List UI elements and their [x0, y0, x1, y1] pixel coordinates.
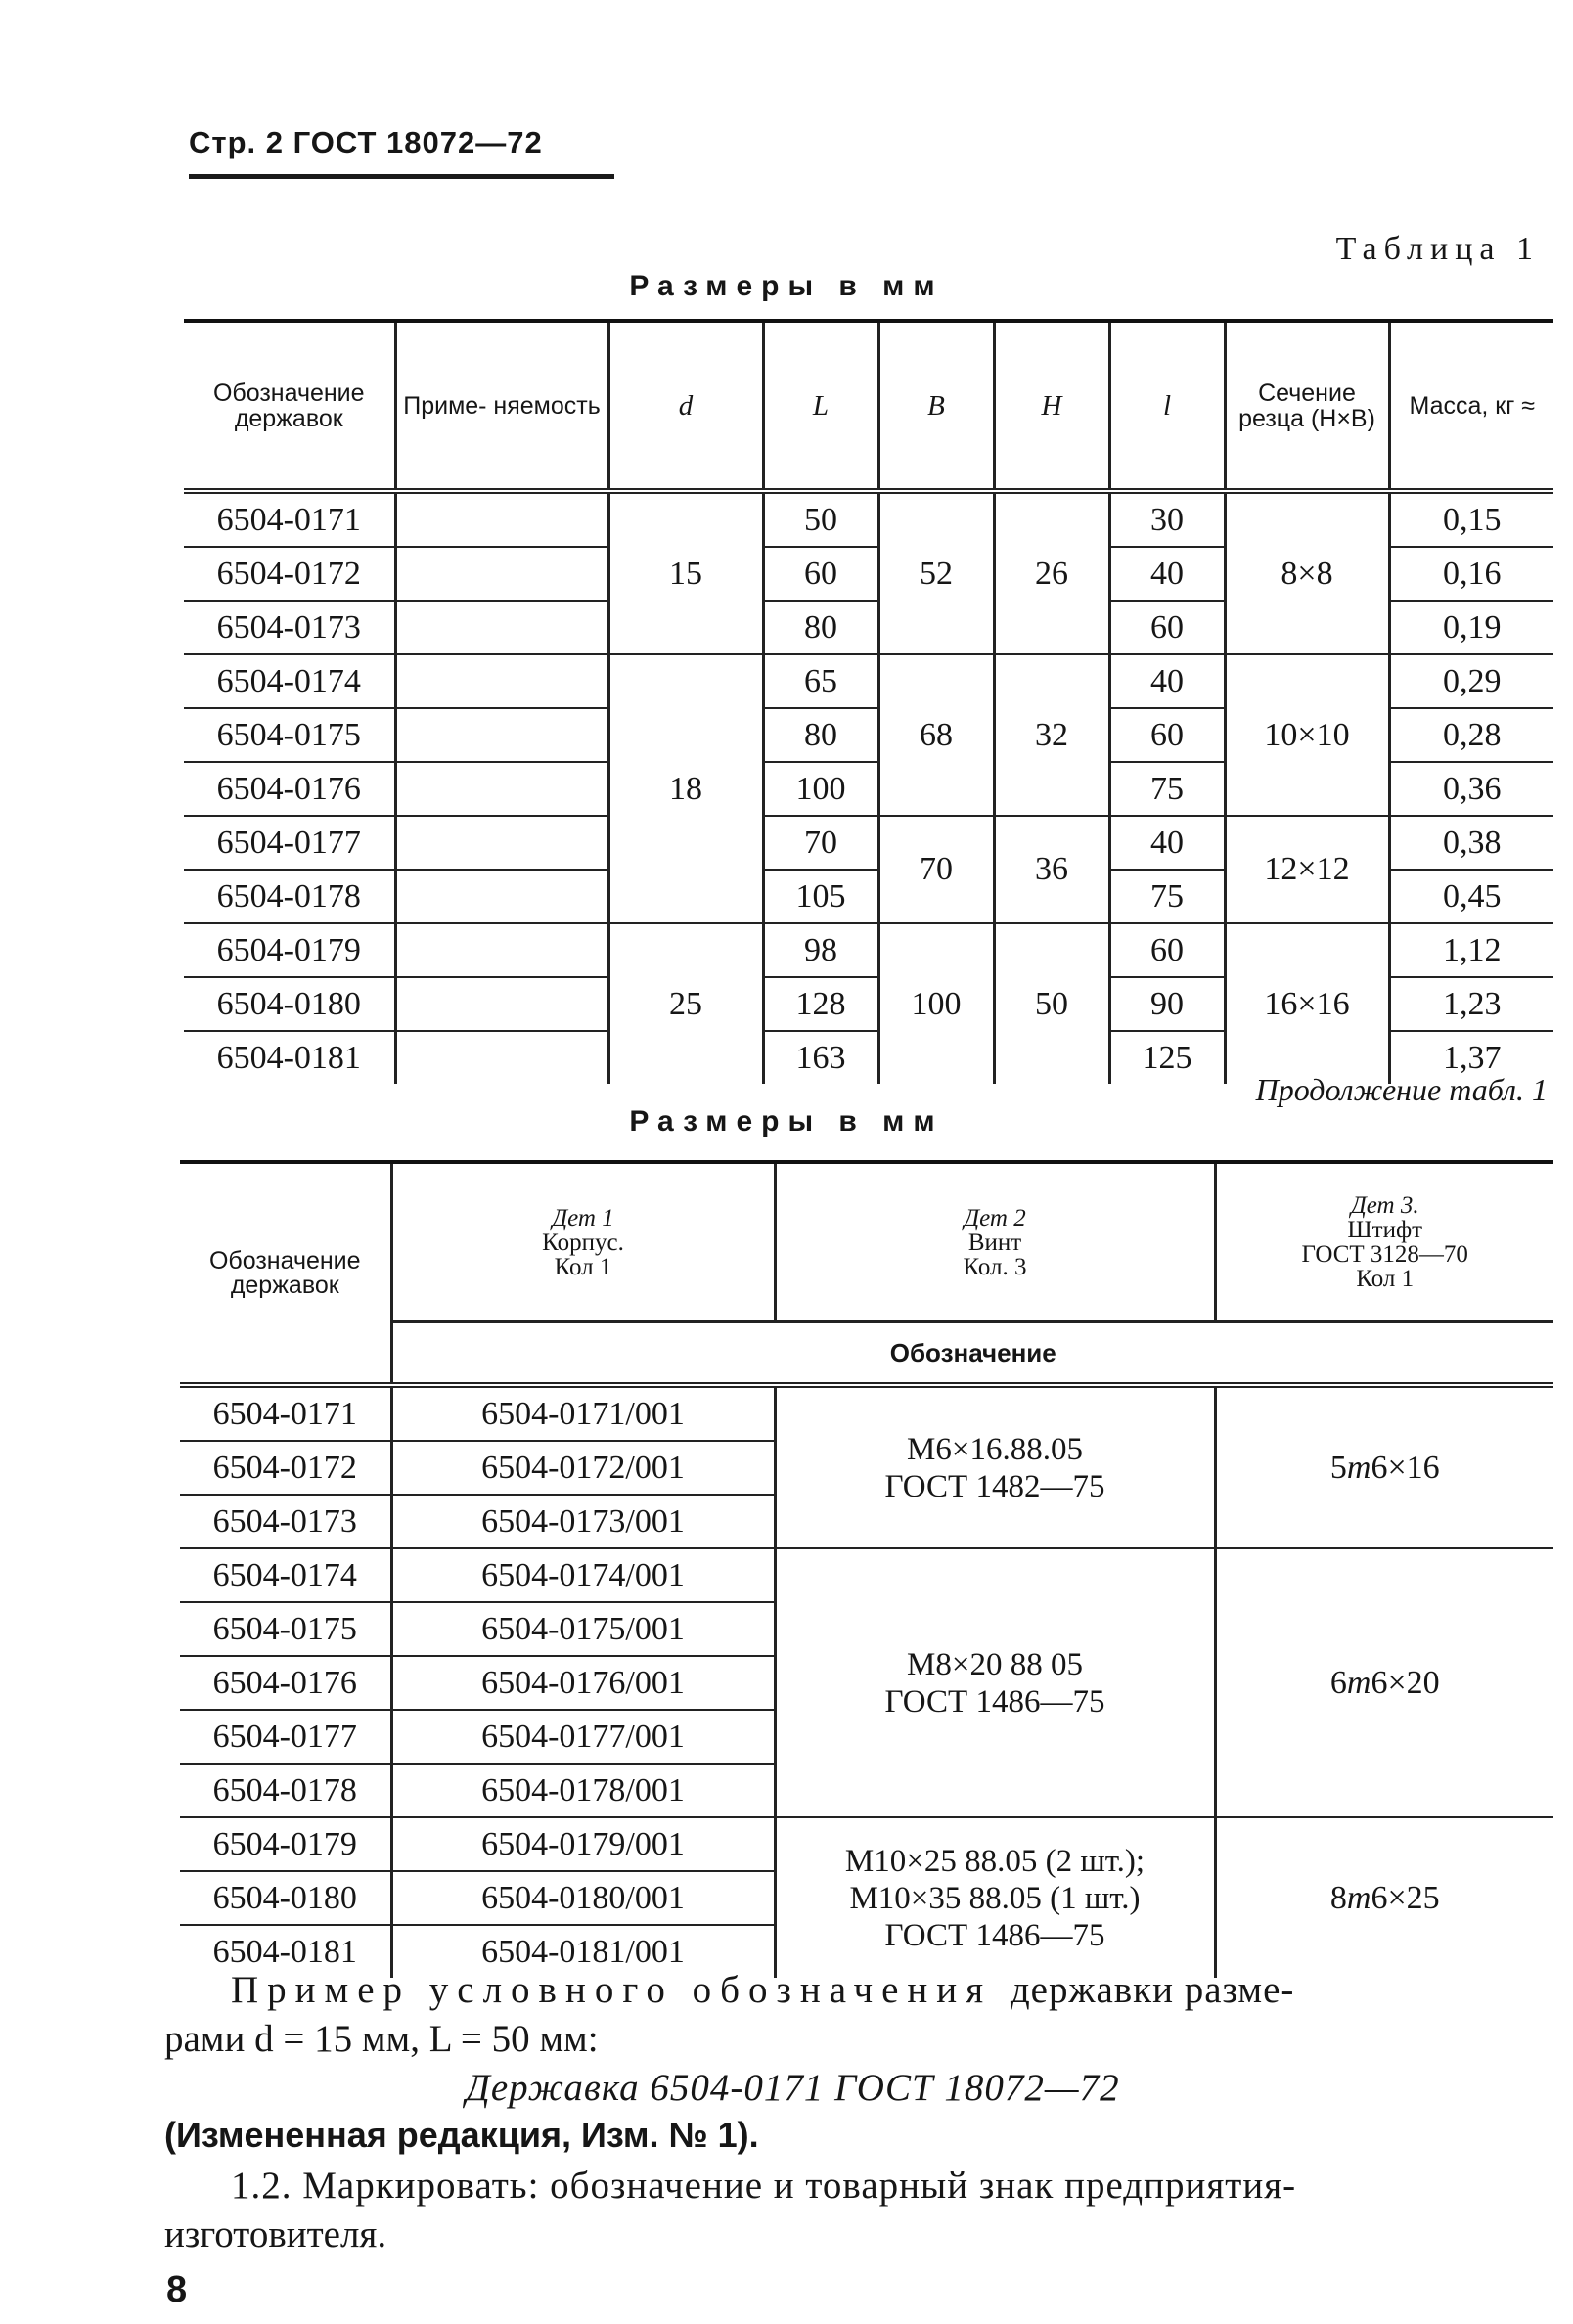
det2-number: Дет 2	[964, 1204, 1026, 1231]
l-cell: 40	[1109, 654, 1225, 708]
mass-cell: 1,12	[1389, 923, 1553, 977]
applicability-cell	[395, 654, 608, 708]
B-cell: 100	[878, 923, 994, 1084]
amendment-note: (Измененная редакция, Изм. № 1).	[164, 2115, 759, 2155]
l-cell: 40	[1109, 547, 1225, 601]
L-cell: 80	[763, 601, 878, 654]
col-header-mass: Масса, кг ≈	[1389, 321, 1553, 491]
screw-line: М8×20 88 05	[907, 1646, 1083, 1682]
l-cell: 30	[1109, 491, 1225, 547]
table-row	[184, 816, 1553, 870]
L-cell: 163	[763, 1031, 878, 1084]
det2-qty: Кол. 3	[963, 1253, 1027, 1280]
section-cell: 16×16	[1225, 923, 1389, 1084]
table-row	[180, 1548, 1553, 1602]
applicability-cell	[395, 708, 608, 762]
mass-cell: 1,37	[1389, 1031, 1553, 1084]
designation-cell: 6504-0181	[212, 1933, 357, 1970]
table1-header-row	[184, 321, 1553, 491]
screw-standard: ГОСТ 1482—75	[884, 1468, 1105, 1504]
l-cell: 125	[1109, 1031, 1225, 1084]
section-cell: 8×8	[1225, 491, 1389, 654]
designation-cell: 6504-0180	[180, 1871, 391, 1925]
l-cell: 75	[1109, 762, 1225, 816]
page-header: Стр. 2 ГОСТ 18072—72	[189, 125, 543, 159]
l-cell: 40	[1109, 816, 1225, 870]
pin-cell	[1215, 1817, 1553, 1978]
example-line2: рами d = 15 мм, L = 50 мм:	[164, 2018, 599, 2060]
designation-cell: 6504-0179	[180, 1817, 391, 1871]
L-cell: 100	[763, 762, 878, 816]
designation-cell: 6504-0175	[184, 708, 395, 762]
mass-cell: 0,45	[1389, 870, 1553, 923]
example-text: Пример условного обозначения	[231, 1969, 993, 2011]
table2	[180, 1160, 1553, 1978]
designation-cell: 6504-0172	[184, 547, 395, 601]
col-header-applicability: Приме- няемость	[395, 321, 608, 491]
example-tail: державки разме-	[1010, 1969, 1295, 2011]
body-cell: 6504-0174/001	[391, 1548, 775, 1602]
screw-standard: ГОСТ 1486—75	[884, 1683, 1105, 1720]
body-cell: 6504-0176/001	[391, 1656, 775, 1710]
designation-cell: 6504-0174	[184, 654, 395, 708]
L-cell: 128	[763, 977, 878, 1031]
designation-cell: 6504-0172	[180, 1441, 391, 1495]
table-row	[180, 1817, 1553, 1871]
d-cell: 18	[608, 654, 763, 923]
body-cell: 6504-0171/001	[391, 1385, 775, 1441]
body-cell: 6504-0181/001	[391, 1925, 775, 1978]
mass-cell: 0,19	[1389, 601, 1553, 654]
l-cell: 60	[1109, 923, 1225, 977]
designation-cell: 6504-0175	[180, 1602, 391, 1656]
applicability-cell	[395, 1031, 608, 1084]
table2-header-row	[180, 1162, 1553, 1322]
col-header-d: d	[608, 321, 763, 491]
body-cell: 6504-0180/001	[391, 1871, 775, 1925]
screw-cell	[775, 1385, 1215, 1548]
continuation-label: Продолжение табл. 1	[1255, 1072, 1548, 1107]
table-row	[180, 1385, 1553, 1441]
det3-number: Дет 3.	[1350, 1192, 1419, 1219]
table2-caption: Размеры в мм	[629, 1105, 944, 1138]
marking-clause: 1.2. Маркировать: обозначение и товарный знак предприятия-	[231, 2165, 1297, 2207]
applicability-cell	[395, 923, 608, 977]
l-cell: 60	[1109, 708, 1225, 762]
L-cell: 65	[763, 654, 878, 708]
l-cell: 90	[1109, 977, 1225, 1031]
table-number: Таблица 1	[1335, 231, 1540, 267]
mass-cell: 0,29	[1389, 654, 1553, 708]
designation-cell: 6504-0176	[180, 1656, 391, 1710]
applicability-cell	[395, 870, 608, 923]
det1-name: Корпус.	[542, 1229, 624, 1256]
applicability-cell	[395, 601, 608, 654]
L-cell: 70	[763, 816, 878, 870]
designation-cell: 6504-0179	[184, 923, 395, 977]
body-cell: 6504-0173/001	[391, 1495, 775, 1548]
det1-number: Дет 1	[552, 1204, 614, 1231]
col-header-L: L	[763, 321, 878, 491]
det3-name: Штифт	[1347, 1217, 1423, 1243]
col-subheader-designation: Обозначение	[391, 1322, 1553, 1386]
mass-cell: 0,36	[1389, 762, 1553, 816]
H-cell: 26	[994, 491, 1109, 654]
l-cell: 75	[1109, 870, 1225, 923]
applicability-cell	[395, 547, 608, 601]
pin-value: 8m6×25	[1329, 1879, 1440, 1916]
col-header-section: Сечение резца (H×B)	[1225, 321, 1389, 491]
col-header-det1	[391, 1162, 775, 1322]
B-cell: 52	[878, 491, 994, 654]
table1-caption: Размеры в мм	[629, 270, 944, 302]
designation-cell: 6504-0176	[184, 762, 395, 816]
designation-cell: 6504-0180	[184, 977, 395, 1031]
applicability-cell	[395, 762, 608, 816]
designation-example: Державка 6504-0171 ГОСТ 18072—72	[466, 2067, 1120, 2109]
det3-standard: ГОСТ 3128—70	[1301, 1241, 1468, 1268]
pin-cell	[1215, 1385, 1553, 1548]
body-cell: 6504-0179/001	[391, 1817, 775, 1871]
table-row	[184, 654, 1553, 708]
body-cell: 6504-0175/001	[391, 1602, 775, 1656]
table1	[184, 319, 1553, 1084]
section-cell: 10×10	[1225, 654, 1389, 816]
B-cell: 70	[878, 816, 994, 923]
B-cell: 68	[878, 654, 994, 816]
designation-cell: 6504-0178	[180, 1764, 391, 1817]
L-cell: 50	[763, 491, 878, 547]
det2-name: Винт	[967, 1229, 1022, 1256]
screw-line: М10×25 88.05 (2 шт.);	[844, 1843, 1146, 1879]
H-cell: 36	[994, 816, 1109, 923]
screw-standard: ГОСТ 1486—75	[884, 1917, 1105, 1953]
H-cell: 32	[994, 654, 1109, 816]
screw-cell	[775, 1548, 1215, 1817]
designation-cell: 6504-0171	[180, 1385, 391, 1441]
designation-cell: 6504-0177	[180, 1710, 391, 1764]
designation-cell: 6504-0181	[216, 1039, 361, 1076]
header-rule	[189, 174, 614, 179]
body-cell: 6504-0172/001	[391, 1441, 775, 1495]
designation-cell: 6504-0178	[184, 870, 395, 923]
page-number: 8	[166, 2269, 188, 2310]
mass-cell: 0,15	[1389, 491, 1553, 547]
screw-line: М10×35 88.05 (1 шт.)	[849, 1880, 1141, 1916]
applicability-cell	[395, 977, 608, 1031]
L-cell: 105	[763, 870, 878, 923]
H-cell: 50	[994, 923, 1109, 1084]
L-cell: 80	[763, 708, 878, 762]
screw-cell	[775, 1817, 1215, 1978]
col-header-H: H	[994, 321, 1109, 491]
pin-cell	[1215, 1548, 1553, 1817]
det3-qty: Кол 1	[1356, 1266, 1415, 1292]
designation-cell: 6504-0174	[180, 1548, 391, 1602]
mass-cell: 0,16	[1389, 547, 1553, 601]
body-cell: 6504-0177/001	[391, 1710, 775, 1764]
section-cell: 12×12	[1225, 816, 1389, 923]
screw-line: М6×16.88.05	[907, 1431, 1083, 1467]
det1-qty: Кол 1	[554, 1253, 612, 1280]
applicability-cell	[395, 816, 608, 870]
col-header-designation: Обозначение державок	[184, 321, 395, 491]
designation-cell: 6504-0173	[180, 1495, 391, 1548]
d-cell: 15	[608, 491, 763, 654]
mass-cell: 1,23	[1389, 977, 1553, 1031]
table-row	[184, 923, 1553, 977]
l-cell: 60	[1109, 601, 1225, 654]
col-header-designation: Обозначение державок	[180, 1162, 391, 1385]
example-heading	[231, 1968, 1294, 2012]
L-cell: 98	[763, 923, 878, 977]
mass-cell: 0,28	[1389, 708, 1553, 762]
pin-value: 5m6×16	[1329, 1449, 1440, 1486]
col-header-det3	[1215, 1162, 1553, 1322]
col-header-B: B	[878, 321, 994, 491]
col-header-det2	[775, 1162, 1215, 1322]
table-row	[184, 491, 1553, 547]
applicability-cell	[395, 491, 608, 547]
body-cell: 6504-0178/001	[391, 1764, 775, 1817]
mass-cell: 0,38	[1389, 816, 1553, 870]
pin-value: 6m6×20	[1329, 1664, 1440, 1701]
d-cell: 25	[608, 923, 763, 1084]
designation-cell: 6504-0173	[184, 601, 395, 654]
marking-clause-cont: изготовителя.	[164, 2213, 387, 2256]
col-header-l: l	[1109, 321, 1225, 491]
designation-cell: 6504-0171	[184, 491, 395, 547]
L-cell: 60	[763, 547, 878, 601]
designation-cell: 6504-0177	[184, 816, 395, 870]
